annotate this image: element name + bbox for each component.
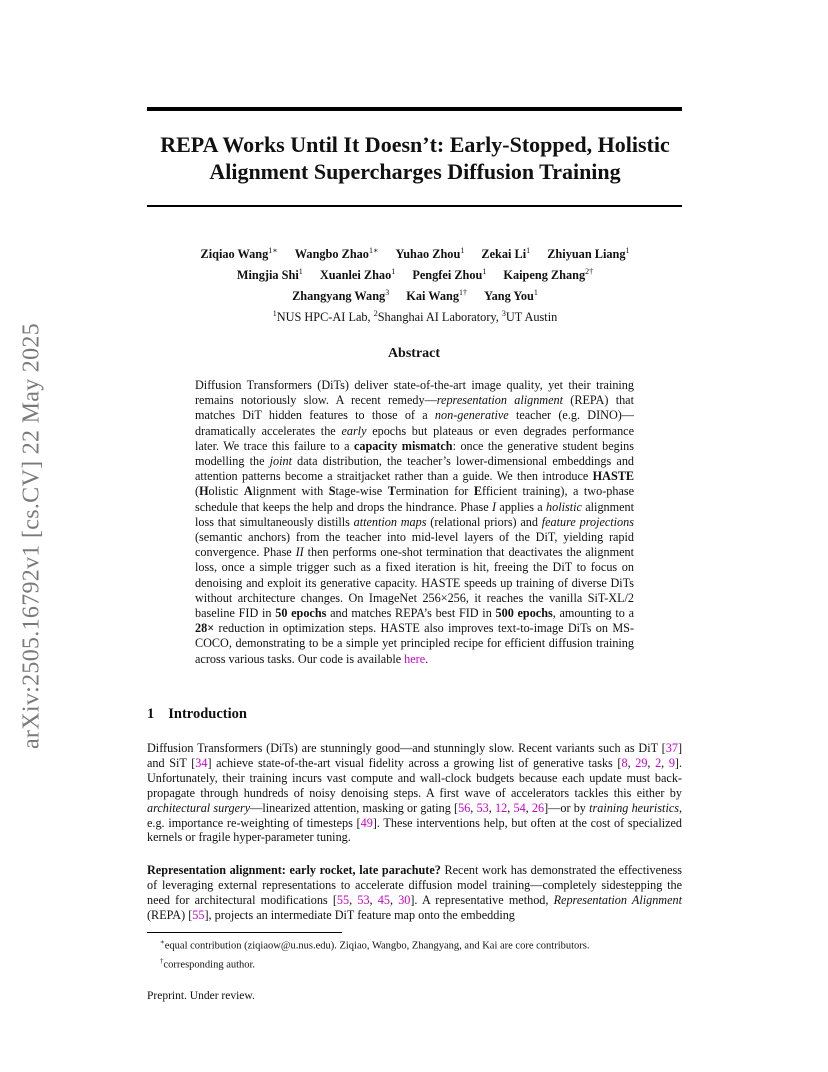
citation-link[interactable]: 12 — [495, 800, 508, 815]
paragraph-lead: Representation alignment: early rocket, late parachute? — [147, 863, 441, 877]
author-line-2 — [140, 263, 690, 284]
author: Xuanlei Zhao$^1$ — [319, 267, 396, 283]
footnote-corresponding: †corresponding author. — [160, 957, 256, 971]
author: Yuhao Zhou$^1$ — [395, 246, 465, 262]
title-top-rule — [147, 107, 682, 111]
citation-link[interactable]: 49 — [360, 815, 373, 830]
citation-link[interactable]: 9 — [668, 755, 675, 770]
footnote-rule — [147, 932, 342, 933]
paper-title — [110, 131, 720, 185]
citation-link[interactable]: 29 — [635, 755, 648, 770]
author-block — [140, 242, 690, 326]
citation-link[interactable]: 53 — [357, 892, 370, 907]
footnote-equal-contribution: ∗equal contribution (ziqiaow@u.nus.edu). Ziqiao, Wangbo, Zhangyang, and Kai are core contributors. — [160, 938, 590, 952]
affiliations: $^1$NUS HPC-AI Lab, $^2$Shanghai AI Laboratory, $^3$UT Austin — [272, 309, 558, 325]
footnotes — [160, 935, 680, 973]
author: Pengfei Zhou$^1$ — [412, 267, 487, 283]
citation-link[interactable]: 53 — [476, 800, 489, 815]
citation-link[interactable]: 26 — [531, 800, 545, 815]
author: Ziqiao Wang$^{1∗}$ — [200, 246, 278, 262]
citation-link[interactable]: 34 — [195, 755, 208, 770]
citation-link[interactable]: 55 — [336, 892, 350, 907]
citation-link[interactable]: 2 — [655, 755, 662, 770]
abstract-body: Diffusion Transformers (DiTs) deliver state-of-the-art image quality, yet their training remains notoriously slow. A recent remedy—representation alignment (REPA) that matches DiT hidden features to those of a non-generative teacher (e.g. DINO)—dramatically accelerates the early epochs but plateaus or even degrades performance later. We trace this failure to a capacity mismatch: once the generative student begins modelling the joint data distribution, the teacher’s lower-dimensional embeddings and attention patterns become a straitjacket rather than a guide. We then introduce HASTE (Holistic Alignment with Stage-wise Termination for Efficient training), a two-phase schedule that keeps the help and drops the hindrance. Phase I applies a holistic alignment loss that simultaneously distills attention maps (relational priors) and feature projections (semantic anchors) from the teacher into mid-level layers of the DiT, yielding rapid convergence. Phase II then performs one-shot termination that deactivates the alignment loss, once a simple trigger such as a fixed iteration is hit, freeing the DiT to focus on denoising and exploit its generative capacity. HASTE speeds up training of diverse DiTs without architecture changes. On ImageNet 256×256, it reaches the vanilla SiT-XL/2 baseline FID in 50 epochs and matches REPA’s best FID in 500 epochs, amounting to a 28× reduction in optimization steps. HASTE also improves text-to-image DiTs on MS-COCO, demonstrating to be a simple yet principled recipe for efficient diffusion training across various tasks. Our code is available here. — [195, 378, 635, 666]
title-line-1: REPA Works Until It Doesn’t: Early-Stopped, Holistic — [160, 132, 670, 157]
author: Kaipeng Zhang$^{2\dagger}$ — [503, 267, 594, 283]
citation-link[interactable]: 54 — [513, 800, 526, 815]
author: Zhangyang Wang$^3$ — [292, 288, 390, 304]
intro-paragraph-1: Diffusion Transformers (DiTs) are stunningly good—and stunningly slow. Recent variants such as DiT [37] and SiT [34] achieve state-of-the-art visual fidelity across a growing list of generative tasks [8, 29, 2, 9]. Unfortunately, their training incurs vast compute and wall-clock budgets because each update must back-propagate through hundreds of noisy denoising steps. A first wave of accelerators tackles this either by architectural surgery—linearized attention, masking or gating [56, 53, 12, 54, 26]—or by training heuristics, e.g. importance re-weighting of timesteps [49]. These interventions help, but often at the cost of specialized kernels or fragile hyper-parameter tuning. — [147, 741, 683, 845]
author-line-3 — [140, 284, 690, 305]
citation-link[interactable]: 45 — [377, 892, 390, 907]
citation-link[interactable]: 8 — [621, 755, 628, 770]
author: Wangbo Zhao$^{1∗}$ — [294, 246, 379, 262]
author: Yang You$^1$ — [484, 288, 538, 304]
arxiv-side-stamp — [12, 296, 52, 776]
author: Kai Wang$^{1\dagger}$ — [406, 288, 468, 304]
author-line-1 — [140, 242, 690, 263]
code-link[interactable]: here — [404, 651, 426, 666]
citation-link[interactable]: 56 — [458, 800, 471, 815]
citation-link[interactable]: 37 — [665, 741, 678, 755]
title-line-2: Alignment Supercharges Diffusion Training — [209, 159, 621, 184]
section-heading-introduction: 1 Introduction — [147, 706, 247, 722]
intro-paragraph-2: Representation alignment: early rocket, late parachute? Recent work has demonstrated the effectiveness of leveraging external representations to accelerate diffusion model training—completely sidestepping the need for architectural modifications [55, 53, 45, 30]. A representative method, Representation Alignment (REPA) [55], projects an intermediate DiT feature map onto the embedding — [147, 863, 682, 922]
citation-link[interactable]: 30 — [398, 892, 411, 907]
citation-link[interactable]: 55 — [192, 907, 205, 922]
author: Zekai Li$^1$ — [481, 246, 531, 262]
abstract-heading: Abstract — [387, 346, 441, 361]
author: Mingjia Shi$^1$ — [236, 267, 303, 283]
author: Zhiyuan Liang$^1$ — [547, 246, 630, 262]
preprint-footer: Preprint. Under review. — [147, 990, 255, 1002]
title-bottom-rule — [147, 205, 682, 207]
arxiv-identifier: arXiv:2505.16792v1 [cs.CV] 22 May 2025 — [18, 322, 45, 750]
